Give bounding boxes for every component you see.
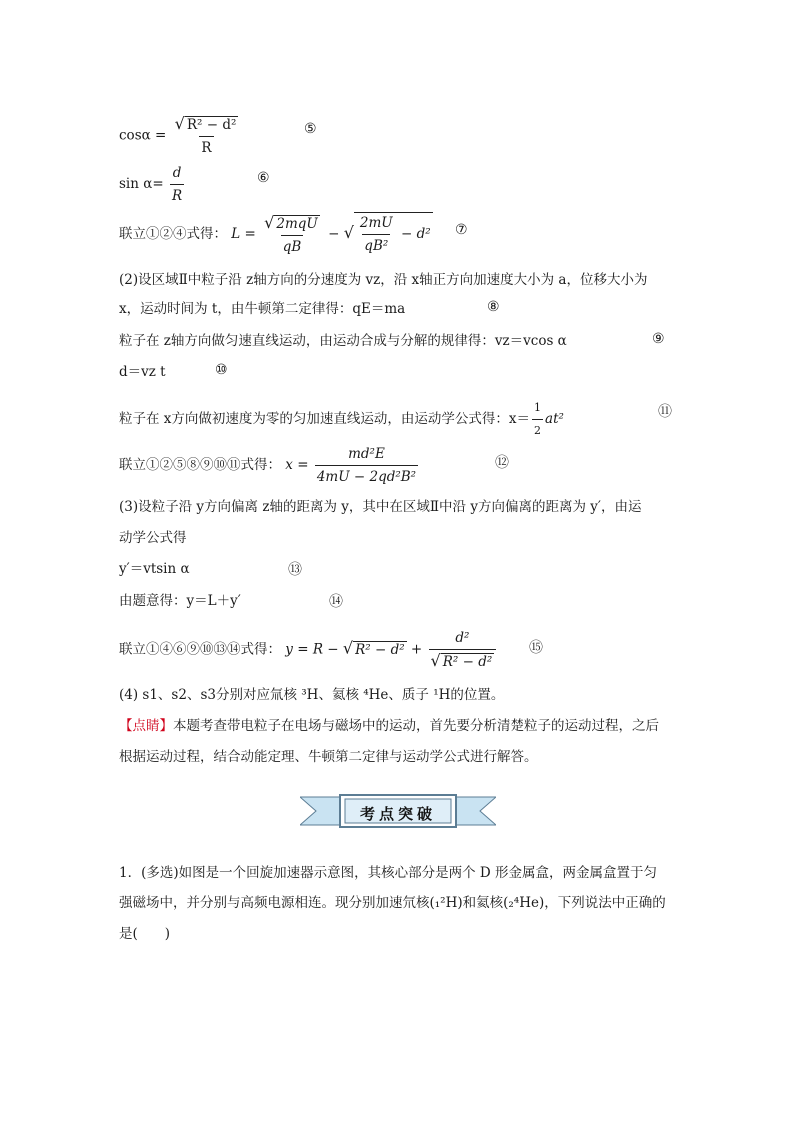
paragraph-line: 由题意得：y＝L＋y′ [119, 593, 241, 609]
equation-number: ⑭ [329, 594, 343, 610]
paragraph-line: (3)设粒子沿 y方向偏离 z轴的距离为 y，其中在区域Ⅱ中沿 y方向偏离的距离为 y′，由运 [119, 499, 642, 515]
equation-number: ⑦ [455, 222, 468, 238]
banner-title: 考点突破 [359, 805, 436, 823]
paragraph-line: (2)设区域Ⅱ中粒子沿 z轴方向的分速度为 vz，沿 x轴正方向加速度大小为 a，位移大小为 [119, 272, 648, 288]
equation-number: ⑥ [257, 170, 270, 186]
question-line: 是( ) [119, 926, 171, 942]
equation-5: cosα = $\frac{\text{√ R² − d²}}{R}$ [119, 114, 237, 156]
equation-number: ⑫ [495, 455, 509, 471]
paragraph-line: 粒子在 x方向做初速度为零的匀加速直线运动，由运动学公式得：x＝ $\frac{1}{2}$ at² [119, 398, 564, 441]
paragraph-line: (4) s1、s2、s3分别对应氚核 ³H、氦核 ⁴He、质子 ¹H的位置。 [119, 687, 505, 703]
equation-15: 联立①④⑥⑨⑩⑬⑭式得： y = R − √ R² − d² + $\frac{\text{d²}}{\text{√ R² − d²}}$ [119, 628, 498, 672]
equation-number: ⑩ [215, 362, 228, 378]
paragraph-line: y′＝vtsin α [119, 561, 190, 577]
equation-number: ⑪ [658, 404, 672, 420]
paragraph-line: d＝vz t [119, 364, 166, 380]
tip-label: 【点睛】 [119, 718, 173, 734]
tip-paragraph: 【点睛】本题考查带电粒子在电场与磁场中的运动，首先要分析清楚粒子的运动过程，之后 [119, 718, 659, 734]
equation-6: sin α= $\frac{d}{R}$ [119, 165, 183, 204]
equation-number: ⑬ [288, 562, 302, 578]
equation-12: 联立①②⑤⑧⑨⑩⑪式得： x = $\frac{\text{md²E}}{\text{4mU − 2qd²B²}}$ [119, 446, 417, 485]
equation-number: ⑤ [304, 121, 317, 137]
paragraph-line: 动学公式得 [119, 530, 187, 546]
equation-number: ⑨ [652, 331, 665, 347]
paragraph-line: 粒子在 z轴方向做匀速直线运动，由运动合成与分解的规律得：vz＝vcos α [119, 333, 567, 349]
equation-number: ⑮ [529, 640, 543, 656]
question-line: 1．(多选)如图是一个回旋加速器示意图，其核心部分是两个 D 形金属盒，两金属盒置于匀 [119, 865, 658, 881]
question-line: 强磁场中，并分别与高频电源相连。现分别加速氘核(₁²H)和氦核(₂⁴He)，下列说法中正确的 [119, 895, 666, 911]
equation-number: ⑧ [487, 299, 500, 315]
paragraph-line: x，运动时间为 t，由牛顿第二定律得：qE＝ma [119, 301, 406, 317]
paragraph-line: 根据运动过程，结合动能定理、牛顿第二定律与运动学公式进行解答。 [119, 749, 538, 765]
equation-7: 联立①②④式得： L = $\frac{\text{√ 2mqU}}{qB}$ − √ $\frac{2mU}{\text{qB²}}$ − d² [119, 212, 431, 255]
